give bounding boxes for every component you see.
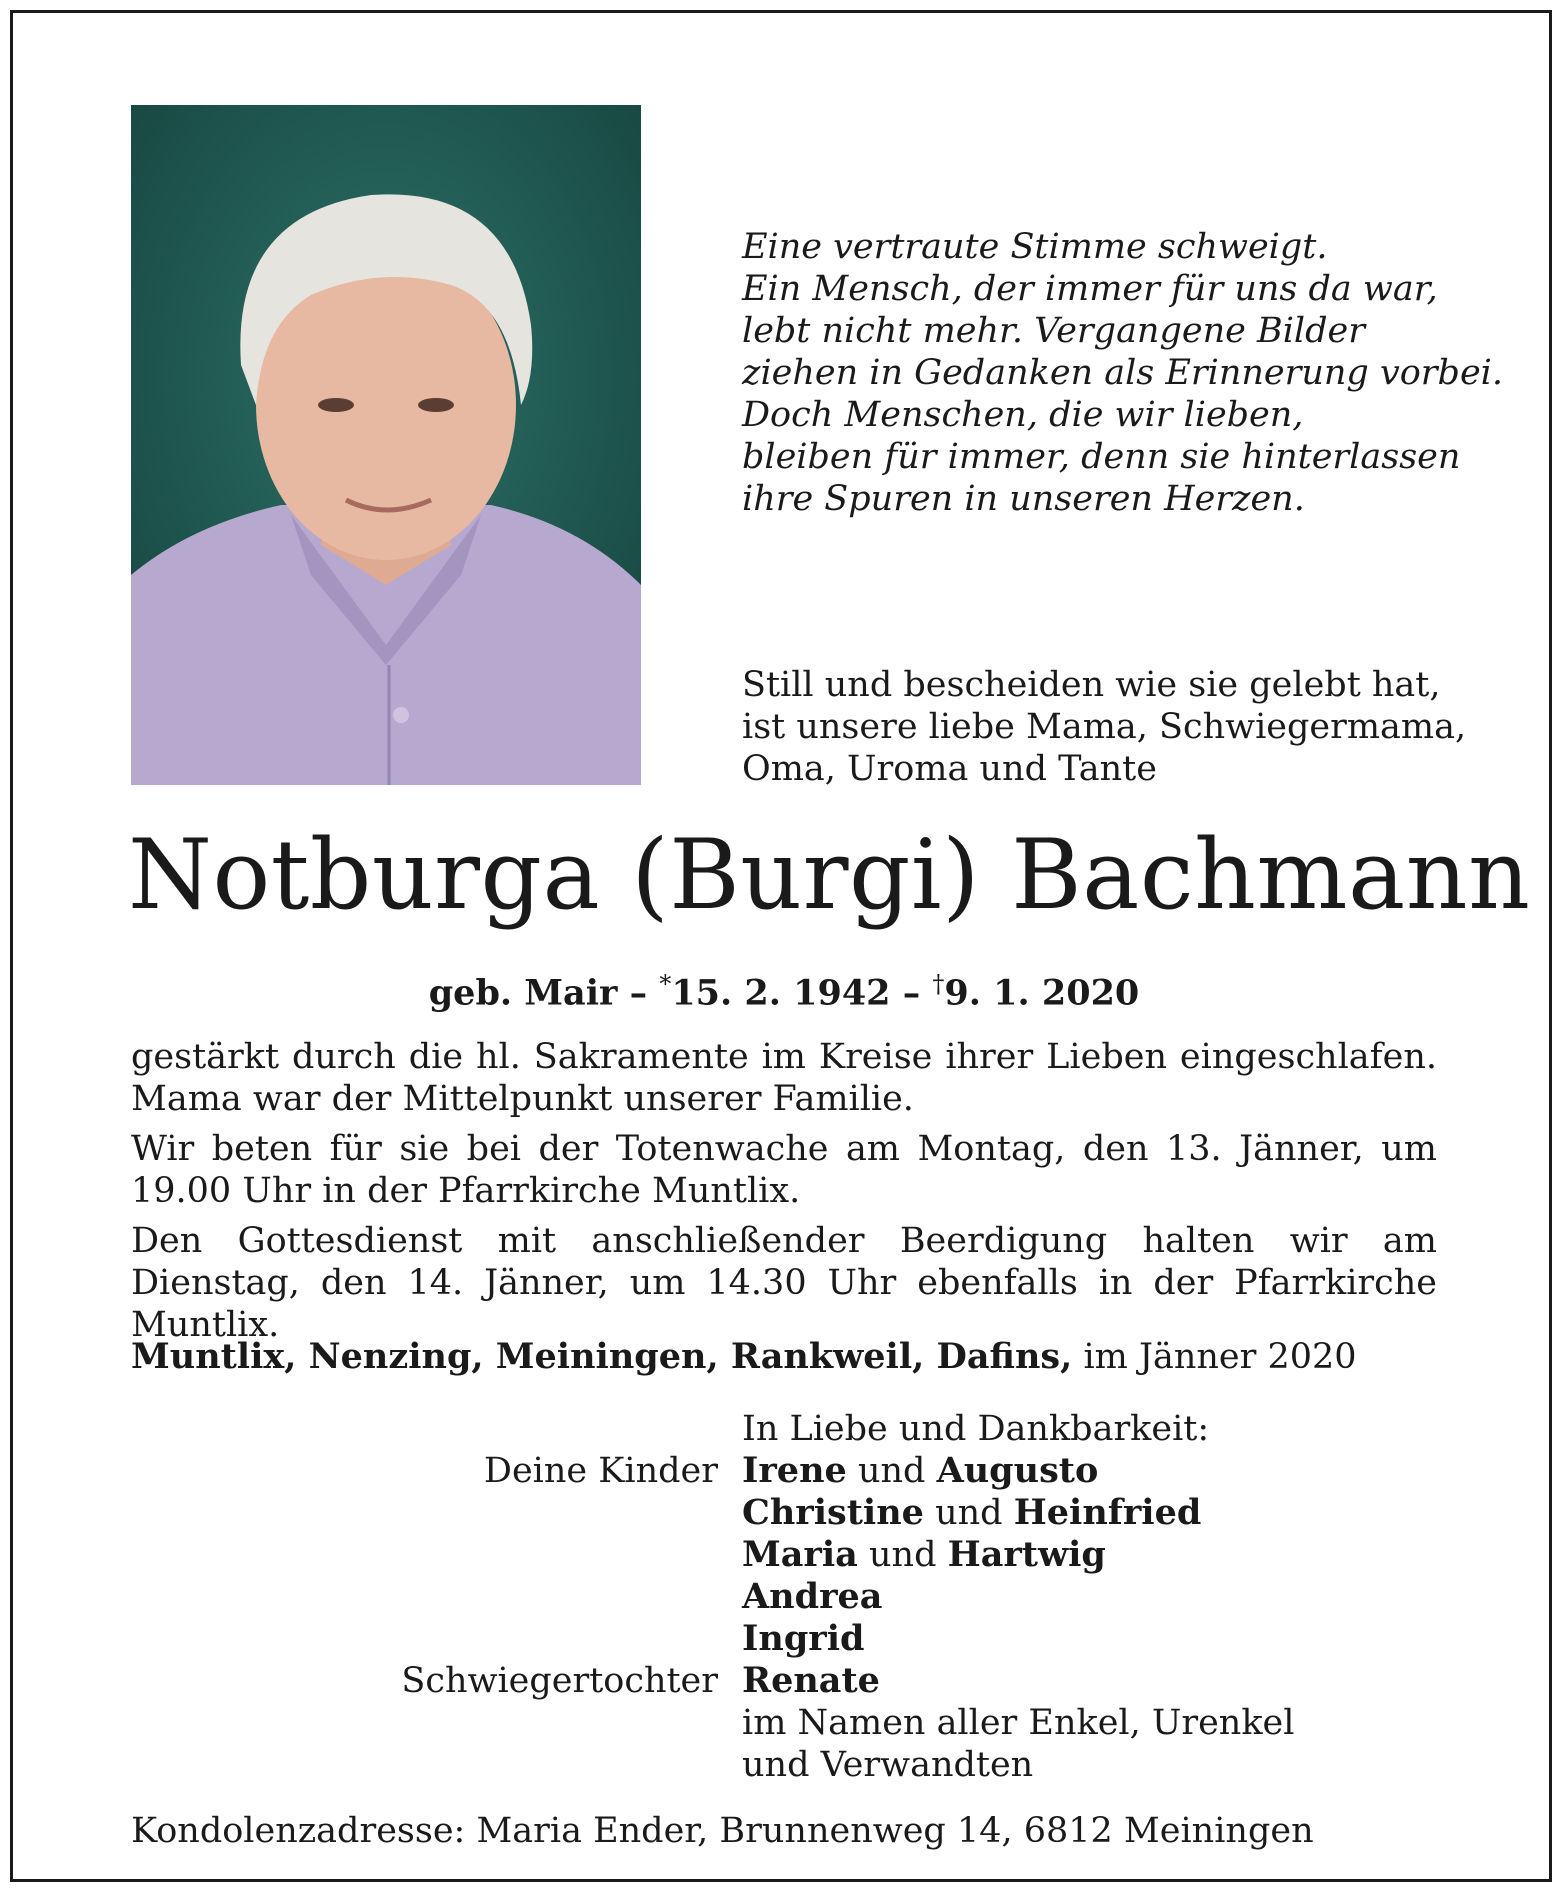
intro-line: Oma, Uroma und Tante: [742, 749, 1157, 789]
body-paragraph: gestärkt durch die hl. Sakramente im Kreise ihrer Lieben eingeschlafen. Mama war der Mittelpunkt unserer Familie.: [131, 1037, 1437, 1119]
signer-couple: Maria und Hartwig: [742, 1534, 1106, 1575]
birth-date: 15. 2. 1942: [671, 972, 891, 1014]
intro-text: [742, 664, 1467, 790]
intro-line: Still und bescheiden wie sie gelebt hat,: [742, 665, 1441, 705]
body-paragraph: Den Gottesdienst mit anschließender Beerdigung halten wir am Dienstag, den 14. Jänner, um 14.30 Uhr ebenfalls in der Pfarrkirche Muntlix.: [131, 1221, 1437, 1345]
places-date: im Jänner 2020: [1083, 1337, 1357, 1377]
dash-separator: –: [629, 972, 648, 1014]
signer-single: Ingrid: [742, 1618, 865, 1659]
signers-heading: In Liebe und Dankbarkeit:: [742, 1409, 1210, 1449]
places-line: [131, 1336, 1437, 1378]
maiden-name: geb. Mair: [428, 972, 618, 1014]
poem-line: lebt nicht mehr. Vergangene Bilder: [742, 311, 1365, 351]
poem-line: ihre Spuren in unseren Herzen.: [742, 479, 1305, 519]
poem-line: ziehen in Gedanken als Erinnerung vorbei.: [742, 353, 1503, 393]
signers-closing: und Verwandten: [742, 1745, 1034, 1785]
birth-star-icon: *: [659, 970, 672, 998]
dash-separator: –: [902, 972, 921, 1014]
memorial-poem: [742, 226, 1503, 520]
places-towns: Muntlix, Nenzing, Meiningen, Rankweil, Dafins,: [131, 1336, 1073, 1377]
death-date: 9. 1. 2020: [944, 972, 1140, 1014]
poem-line: bleiben für immer, denn sie hinterlassen: [742, 437, 1461, 477]
signer-single: Andrea: [742, 1576, 883, 1617]
condolence-address: Kondolenzadresse: Maria Ender, Brunnenweg 14, 6812 Meiningen: [131, 1811, 1314, 1851]
notice-body: [131, 1036, 1437, 1354]
intro-line: ist unsere liebe Mama, Schwiegermama,: [742, 707, 1467, 747]
signer-single: Renate: [742, 1660, 880, 1701]
portrait-photo: [131, 105, 641, 785]
poem-line: Doch Menschen, die wir lieben,: [742, 395, 1304, 435]
signer-couple: Christine und Heinfried: [742, 1492, 1202, 1533]
life-dates: [0, 962, 1568, 1016]
signers-block: [0, 1408, 1568, 1786]
deceased-name: Notburga (Burgi) Bachmann: [128, 819, 1531, 931]
poem-line: Ein Mensch, der immer für uns da war,: [742, 269, 1438, 309]
kinder-label: Deine Kinder: [483, 1451, 718, 1491]
body-paragraph: Wir beten für sie bei der Totenwache am Montag, den 13. Jänner, um 19.00 Uhr in der Pfarrkirche Muntlix.: [131, 1129, 1437, 1211]
death-cross-icon: †: [932, 970, 945, 998]
schwieger-label: Schwiegertochter: [401, 1661, 718, 1701]
signers-closing: im Namen aller Enkel, Urenkel: [742, 1703, 1295, 1743]
signer-couple: Irene und Augusto: [742, 1450, 1099, 1491]
poem-line: Eine vertraute Stimme schweigt.: [742, 227, 1328, 267]
